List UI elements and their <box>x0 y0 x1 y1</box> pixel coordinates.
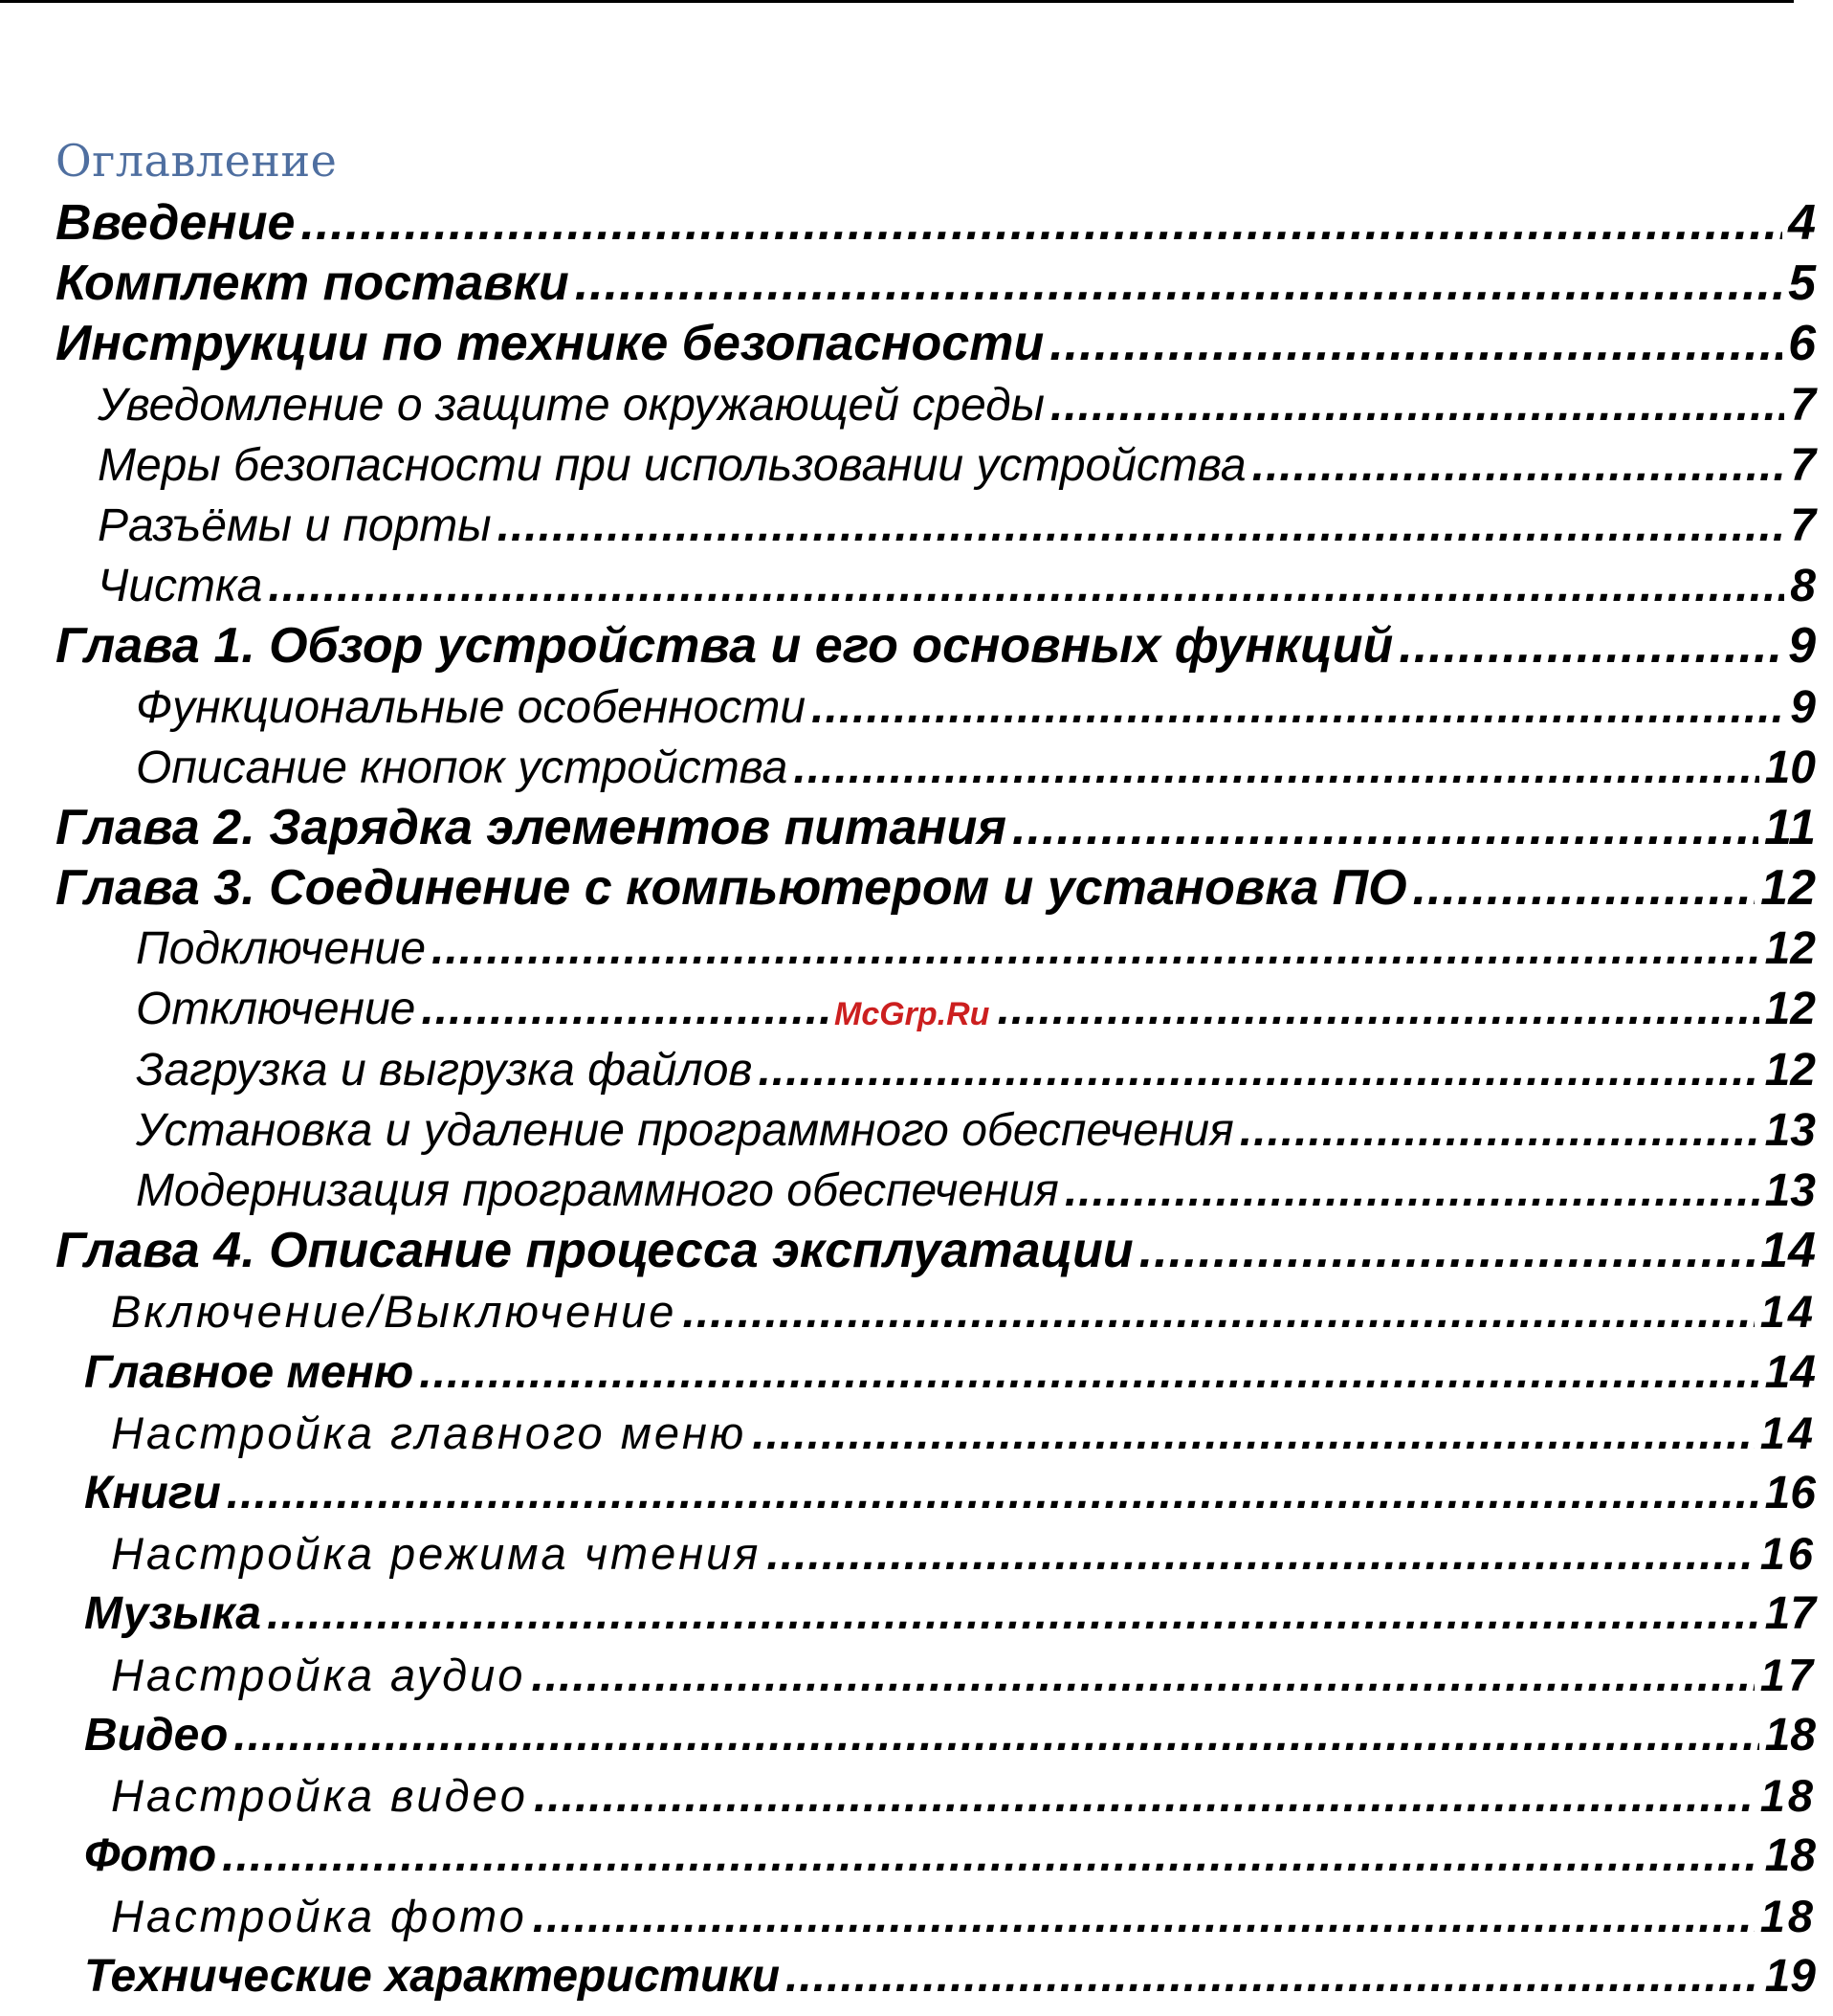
toc-entry-title: Введение <box>55 195 296 251</box>
toc-entry-page-number: 16 <box>1759 1528 1816 1580</box>
dot-leader <box>531 1646 1754 1706</box>
toc-entry-title: Модернизация программного обеспечения <box>136 1165 1059 1216</box>
toc-entry-page-number: 10 <box>1764 742 1816 793</box>
dot-leader <box>1065 1161 1759 1221</box>
dot-leader <box>1252 435 1785 496</box>
toc-entry-page-number: 17 <box>1759 1649 1816 1700</box>
dot-leader <box>1050 375 1784 435</box>
toc-entry-page-number: 16 <box>1764 1467 1816 1518</box>
toc-entry-page-number: 8 <box>1790 561 1816 612</box>
toc-entry-title: Уведомление о защите окружающей среды <box>98 379 1045 431</box>
toc-entry[interactable] <box>55 798 1816 858</box>
toc-entry-page-number: 7 <box>1790 439 1816 491</box>
dot-leader <box>575 254 1782 314</box>
toc-entry-title: Фото <box>84 1830 217 1882</box>
toc-entry-title: Глава 4. Описание процесса эксплуатации <box>55 1223 1134 1279</box>
toc-entry[interactable] <box>55 1523 1816 1584</box>
toc-entry-title: Настройка аудио <box>111 1649 526 1700</box>
toc-entry-title: Чистка <box>98 561 263 612</box>
toc-entry-page-number: 13 <box>1764 1165 1816 1216</box>
toc-entry[interactable] <box>55 1705 1816 1765</box>
toc-entry-title: Настройка главного меню <box>111 1407 747 1458</box>
toc-entry[interactable] <box>55 435 1816 496</box>
toc-entry-title: Настройка фото <box>111 1891 527 1942</box>
toc-entry-title: Глава 2. Зарядка элементов питания <box>55 799 1007 855</box>
toc-entry-title: Меры безопасности при использовании устройства <box>98 439 1247 491</box>
toc-entry-title: Главное меню <box>84 1346 414 1398</box>
toc-entry-title: Отключение <box>136 984 416 1035</box>
toc-entry-title: Технические характеристики <box>84 1951 781 2003</box>
toc-entry-title: Загрузка и выгрузка файлов <box>136 1044 753 1096</box>
dot-leader <box>431 919 1759 979</box>
toc-entry-page-number: 18 <box>1759 1891 1816 1942</box>
toc-entry-page-number: 19 <box>1764 1951 1816 2003</box>
toc-entry-page-number: 4 <box>1788 195 1816 251</box>
toc-entry-page-number: 14 <box>1764 1346 1816 1398</box>
toc-entry-page-number: 9 <box>1790 681 1816 733</box>
toc-entry[interactable] <box>55 1281 1816 1341</box>
dot-leader <box>752 1404 1754 1464</box>
toc-entry-title: Комплект поставки <box>55 255 569 312</box>
toc-entry-page-number: 13 <box>1764 1104 1816 1156</box>
dot-leader <box>1049 314 1782 374</box>
dot-leader <box>1240 1100 1759 1161</box>
watermark: McGrp.Ru <box>830 995 993 1033</box>
toc-entry[interactable] <box>55 1946 1816 2006</box>
dot-leader <box>1012 798 1758 858</box>
toc-entry[interactable] <box>55 193 1816 254</box>
toc-entry-title: Функциональные особенности <box>136 681 806 733</box>
toc-entry-page-number: 11 <box>1764 799 1816 855</box>
toc-entry-page-number: 18 <box>1764 1709 1816 1761</box>
dot-leader <box>267 1584 1759 1644</box>
toc-entry-page-number: 5 <box>1788 255 1816 312</box>
toc-entry-title: Настройка режима чтения <box>111 1528 762 1580</box>
dot-leader <box>793 738 1758 798</box>
dot-leader <box>419 1342 1758 1403</box>
toc-entry-title: Видео <box>84 1709 229 1761</box>
toc-entry-page-number: 14 <box>1759 1407 1816 1458</box>
dot-leader <box>758 1040 1758 1100</box>
dot-leader <box>1139 1221 1756 1281</box>
toc-entry-title: Подключение <box>136 923 427 975</box>
toc-entry[interactable] <box>55 738 1816 798</box>
dot-leader <box>1413 858 1756 919</box>
toc-entry-title: Музыка <box>84 1588 261 1640</box>
toc-entry-page-number: 12 <box>1764 1044 1816 1096</box>
toc-entry-title: Настройка видео <box>111 1769 528 1821</box>
dot-leader <box>682 1282 1754 1342</box>
toc-entry-page-number: 14 <box>1760 1223 1816 1279</box>
toc-entry-title: Разъёмы и порты <box>98 499 492 551</box>
dot-leader <box>785 1946 1759 2006</box>
dot-leader <box>268 556 1784 616</box>
toc-entry-title: Описание кнопок устройства <box>136 742 788 793</box>
toc-entry-page-number: 18 <box>1764 1830 1816 1882</box>
dot-leader <box>421 979 1758 1039</box>
dot-leader <box>1399 616 1782 676</box>
toc-entry-page-number: 12 <box>1764 984 1816 1035</box>
toc-entry-page-number: 12 <box>1764 923 1816 975</box>
toc-entry[interactable] <box>55 375 1816 435</box>
toc-entry[interactable] <box>55 1645 1816 1705</box>
toc-entry-page-number: 9 <box>1788 618 1816 675</box>
toc-entry-title: Глава 1. Обзор устройства и его основных функций <box>55 618 1394 675</box>
toc-entry-page-number: 7 <box>1790 499 1816 551</box>
toc-entry[interactable] <box>55 314 1816 374</box>
toc-entry[interactable] <box>55 1040 1816 1100</box>
toc-entry-page-number: 6 <box>1788 316 1816 372</box>
toc-entry[interactable] <box>55 496 1816 556</box>
toc-entry[interactable] <box>55 1342 1816 1403</box>
toc-entry[interactable] <box>55 1221 1816 1281</box>
toc-entry-title: Включение/Выключение <box>111 1286 677 1338</box>
toc-entry[interactable] <box>55 858 1816 919</box>
dot-leader <box>533 1887 1755 1947</box>
toc-entry-title: Глава 3. Соединение с компьютером и установка ПО <box>55 860 1407 917</box>
toc-entry[interactable] <box>55 1403 1816 1463</box>
toc-entry-page-number: 14 <box>1759 1286 1816 1338</box>
toc-entry-page-number: 18 <box>1759 1769 1816 1821</box>
toc-entry[interactable] <box>55 1100 1816 1161</box>
toc-entry-page-number: 7 <box>1790 379 1816 431</box>
toc-heading: Оглавление <box>55 135 338 187</box>
toc-entry-title: Инструкции по технике безопасности <box>55 316 1045 372</box>
toc-entry[interactable] <box>55 919 1816 979</box>
toc-entry[interactable] <box>55 1584 1816 1644</box>
dot-leader <box>497 496 1785 556</box>
table-of-contents <box>55 193 1816 2007</box>
toc-entry[interactable] <box>55 254 1816 314</box>
dot-leader <box>233 1705 1758 1765</box>
top-rule <box>0 0 1794 3</box>
toc-entry[interactable] <box>55 677 1816 738</box>
toc-entry-title: Установка и удаление программного обеспечения <box>136 1104 1234 1156</box>
toc-entry-title: Книги <box>84 1467 221 1518</box>
toc-entry[interactable] <box>55 1826 1816 1886</box>
toc-entry[interactable] <box>55 1161 1816 1221</box>
toc-entry-page-number: 12 <box>1760 860 1816 917</box>
dot-leader <box>811 677 1784 738</box>
dot-leader <box>227 1463 1759 1523</box>
toc-entry[interactable] <box>55 1463 1816 1523</box>
toc-entry[interactable] <box>55 616 1816 676</box>
dot-leader <box>300 193 1782 254</box>
toc-entry[interactable] <box>55 556 1816 616</box>
toc-entry[interactable] <box>55 1886 1816 1946</box>
toc-entry[interactable] <box>55 1765 1816 1826</box>
toc-entry-page-number: 17 <box>1764 1588 1816 1640</box>
dot-leader <box>534 1766 1755 1827</box>
dot-leader <box>766 1524 1754 1584</box>
dot-leader <box>222 1826 1758 1886</box>
